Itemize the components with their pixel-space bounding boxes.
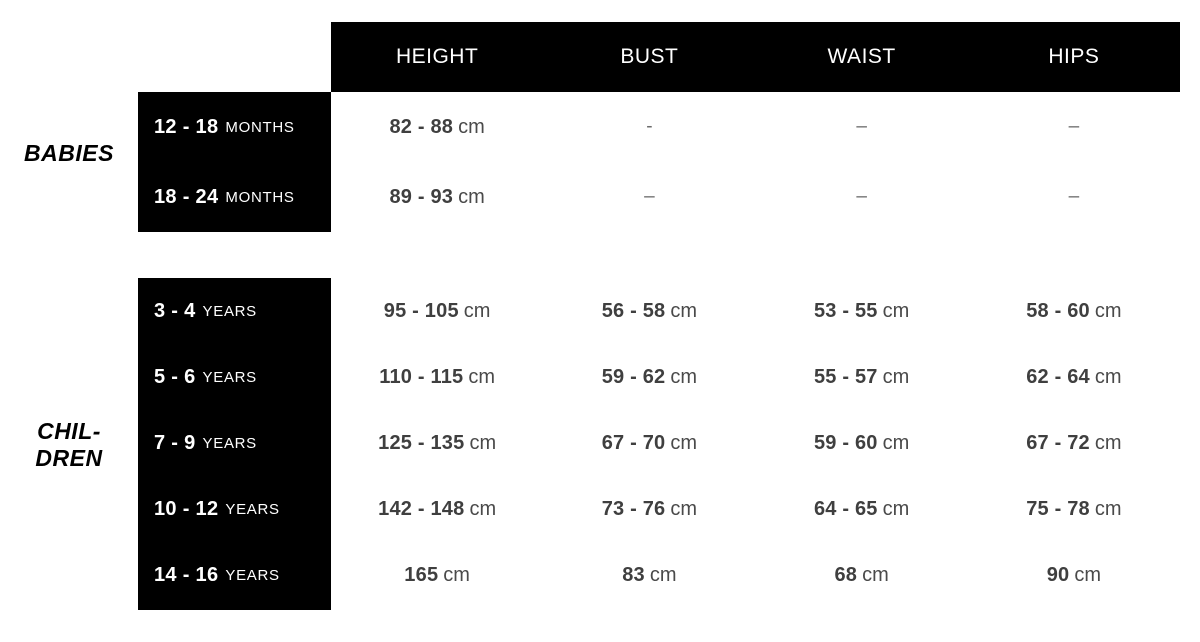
cell-value: 53 - 55 <box>813 299 878 322</box>
cell-value: 59 - 62 <box>601 365 666 388</box>
cell-hips <box>968 366 1180 389</box>
cell-value: 142 - 148 <box>378 497 465 520</box>
cell-height <box>331 186 543 209</box>
column-header-hips: HIPS <box>1048 45 1100 68</box>
size-cell <box>138 92 331 162</box>
table-row <box>331 476 1180 542</box>
cell-unit: cm <box>882 497 910 520</box>
table-row <box>331 542 1180 608</box>
cell-waist <box>756 300 968 323</box>
size-range: 12 - 18 <box>154 115 219 138</box>
cell-value: 83 <box>622 563 645 586</box>
cell-value: 67 - 70 <box>601 431 666 454</box>
cell-unit: cm <box>458 185 485 208</box>
group-label-children <box>0 418 138 472</box>
size-column-children <box>138 278 331 610</box>
cell-waist <box>756 432 968 455</box>
column-header-height: HEIGHT <box>395 45 479 68</box>
cell-value: 82 - 88 <box>389 115 454 138</box>
cell-hips <box>968 186 1180 208</box>
cell-bust <box>543 498 755 521</box>
cell-waist <box>756 564 968 587</box>
cell-hips <box>968 498 1180 521</box>
cell-unit: cm <box>1094 497 1122 520</box>
cell-value: 58 - 60 <box>1026 299 1090 322</box>
size-unit: YEARS <box>202 368 257 386</box>
cell-bust <box>543 300 755 323</box>
cell-value: 95 - 105 <box>383 299 459 322</box>
cell-height <box>331 432 543 455</box>
size-unit: YEARS <box>225 566 280 584</box>
table-row <box>331 162 1180 232</box>
cell-unit: cm <box>463 299 491 322</box>
cell-bust <box>543 186 755 208</box>
column-header-bust: BUST <box>620 45 679 68</box>
cell-hips <box>968 300 1180 323</box>
cell-value: – <box>644 186 655 207</box>
cell-height <box>331 564 543 587</box>
cell-value: 55 - 57 <box>813 365 878 388</box>
cell-value: 73 - 76 <box>601 497 666 520</box>
cell-unit: cm <box>469 497 497 520</box>
cell-unit: cm <box>469 431 497 454</box>
table-row <box>331 278 1180 344</box>
size-range: 7 - 9 <box>154 431 196 454</box>
cell-unit: cm <box>862 563 889 586</box>
size-cell <box>138 162 331 232</box>
cell-value: - <box>646 116 653 137</box>
cell-height <box>331 300 543 323</box>
cell-waist <box>756 186 968 208</box>
size-cell <box>138 476 331 542</box>
cell-unit: cm <box>1074 563 1102 586</box>
cell-unit: cm <box>468 365 496 388</box>
size-range: 5 - 6 <box>154 365 196 388</box>
cell-unit: cm <box>1094 299 1122 322</box>
cell-unit: cm <box>882 365 910 388</box>
cell-height <box>331 116 543 139</box>
cell-unit: cm <box>443 563 470 586</box>
cell-unit: cm <box>670 365 698 388</box>
size-unit: MONTHS <box>225 118 295 136</box>
cell-bust <box>543 432 755 455</box>
size-unit: YEARS <box>225 500 280 518</box>
cell-value: 68 <box>834 563 858 586</box>
size-unit: YEARS <box>202 434 257 452</box>
group-label-children-line2: DREN <box>35 445 103 472</box>
cell-value: 59 - 60 <box>813 431 878 454</box>
size-column-babies <box>138 92 331 232</box>
cell-unit: cm <box>670 299 698 322</box>
cell-unit: cm <box>1094 431 1122 454</box>
cell-value: – <box>856 116 867 137</box>
table-row <box>331 344 1180 410</box>
cell-value: 89 - 93 <box>389 185 454 208</box>
size-cell <box>138 542 331 608</box>
cell-value: 67 - 72 <box>1026 431 1090 454</box>
cell-value: 90 <box>1046 563 1070 586</box>
cell-waist <box>756 498 968 521</box>
cell-value: 64 - 65 <box>813 497 878 520</box>
cell-unit: cm <box>670 497 698 520</box>
cell-value: – <box>1068 186 1080 207</box>
table-header-row <box>331 22 1180 92</box>
cell-value: 165 <box>404 563 439 586</box>
size-range: 18 - 24 <box>154 185 219 208</box>
cell-bust <box>543 564 755 587</box>
cell-waist <box>756 116 968 138</box>
cell-value: – <box>856 186 867 207</box>
cell-waist <box>756 366 968 389</box>
size-range: 14 - 16 <box>154 563 219 586</box>
cell-height <box>331 498 543 521</box>
cell-unit: cm <box>649 563 677 586</box>
size-unit: MONTHS <box>225 188 295 206</box>
cell-bust <box>543 366 755 389</box>
cell-value: 110 - 115 <box>379 365 464 388</box>
cell-value: – <box>1068 116 1080 137</box>
cell-unit: cm <box>458 115 485 138</box>
cell-unit: cm <box>670 431 698 454</box>
cell-unit: cm <box>882 299 910 322</box>
cell-value: 56 - 58 <box>601 299 666 322</box>
size-range: 10 - 12 <box>154 497 219 520</box>
cell-height <box>331 366 543 389</box>
cell-unit: cm <box>882 431 910 454</box>
cell-hips <box>968 432 1180 455</box>
size-range: 3 - 4 <box>154 299 196 322</box>
measurement-rows-children <box>331 278 1180 608</box>
size-cell <box>138 410 331 476</box>
size-unit: YEARS <box>202 302 257 320</box>
table-row <box>331 92 1180 162</box>
measurement-rows-babies <box>331 92 1180 232</box>
cell-bust <box>543 116 755 138</box>
cell-value: 75 - 78 <box>1026 497 1090 520</box>
group-label-children-line1: CHIL- <box>37 418 101 444</box>
cell-value: 125 - 135 <box>378 431 465 454</box>
group-label-babies: BABIES <box>24 140 114 166</box>
cell-hips <box>968 564 1180 587</box>
column-header-waist: WAIST <box>827 45 896 68</box>
cell-value: 62 - 64 <box>1026 365 1090 388</box>
size-cell <box>138 278 331 344</box>
cell-unit: cm <box>1094 365 1122 388</box>
size-cell <box>138 344 331 410</box>
cell-hips <box>968 116 1180 138</box>
table-row <box>331 410 1180 476</box>
